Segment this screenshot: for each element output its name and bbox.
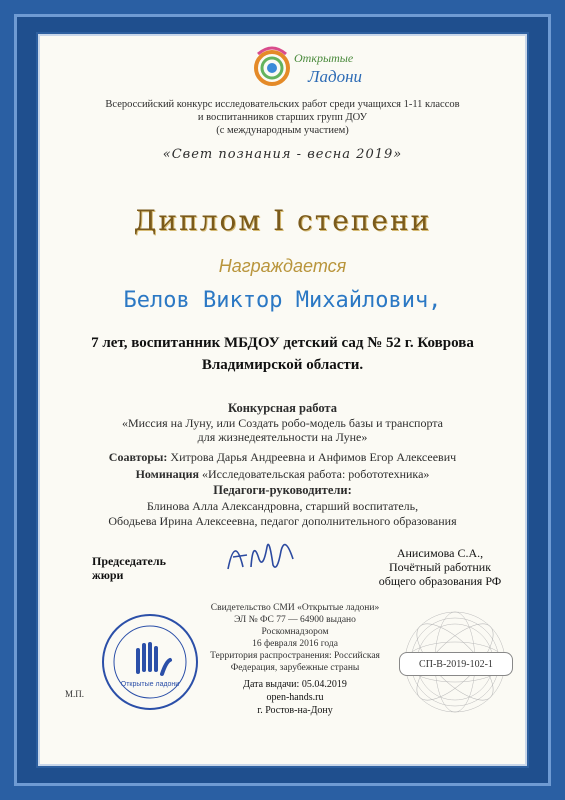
contest-line3: (с международным участием) xyxy=(216,125,349,136)
stamp-seal xyxy=(100,612,200,712)
seal-text: Открытые ладони xyxy=(120,681,180,688)
signer-title1: Почётный работник xyxy=(388,560,492,574)
signer-title2: общего образования РФ xyxy=(378,574,502,588)
nomination-label: Номинация xyxy=(135,467,200,481)
issue-city: г. Ростов-на-Дону xyxy=(257,705,333,716)
signature xyxy=(223,529,303,579)
reg-line4: Территория распространения: Российская xyxy=(210,651,380,661)
work-line2: для жизнедеятельности на Луне» xyxy=(197,430,368,444)
certificate-code: СП-В-2019-102-1 xyxy=(399,652,513,676)
diploma-title: Диплом I степени xyxy=(133,204,432,237)
jury-chair-label xyxy=(92,554,166,582)
signer-block xyxy=(370,546,510,588)
teachers-title: Педагоги-руководители: xyxy=(213,483,352,497)
logo-swirl-icon xyxy=(256,48,288,84)
contest-line2: и воспитанников старших групп ДОУ xyxy=(197,112,368,123)
certificate-sheet xyxy=(40,36,525,764)
coauthors xyxy=(40,450,525,465)
work-title: Конкурсная работа xyxy=(228,401,337,415)
issue-meta xyxy=(205,678,385,717)
site-link[interactable]: open-hands.ru xyxy=(266,692,324,703)
work-line1: «Миссия на Луну, или Создать робо-модель базы и транспорта xyxy=(121,416,444,430)
chair-line2: жюри xyxy=(92,568,124,582)
logo-line2: Ладони xyxy=(308,67,363,86)
coauthors-value: Хитрова Дарья Андреевна и Анфимов Егор Алексеевич xyxy=(170,450,457,464)
details-line2: Владимирской области. xyxy=(201,357,364,373)
open-hands-logo xyxy=(250,42,390,94)
teacher-1: Блинова Алла Александровна, старший воспитатель, xyxy=(146,499,419,513)
contest-line1: Всероссийский конкурс исследовательских работ среди учащихся 1-11 классов xyxy=(105,99,460,110)
reg-line2: ЭЛ № ФС 77 — 64900 выдано Роскомнадзором xyxy=(234,615,356,637)
nomination-value: «Исследовательская работа: робототехника» xyxy=(202,467,430,481)
hand-icon xyxy=(138,644,170,674)
reg-line5: Федерация, зарубежные страны xyxy=(230,663,360,673)
work-name xyxy=(40,416,525,444)
coauthors-label: Соавторы: xyxy=(108,450,168,464)
reg-line3: 16 февраля 2016 года xyxy=(252,639,338,649)
media-registration xyxy=(205,602,385,674)
contest-description xyxy=(40,98,525,137)
teacher-2: Ободьева Ирина Алексеевна, педагог дополнительного образования xyxy=(108,514,457,528)
reg-line1: Свидетельство СМИ «Открытые ладони» xyxy=(210,603,380,613)
recipient-name: Белов Виктор Михайлович, xyxy=(123,288,442,313)
teachers-list xyxy=(40,499,525,529)
recipient-details xyxy=(40,332,525,376)
nomination xyxy=(40,467,525,482)
contest-name: «Свет познания - весна 2019» xyxy=(162,147,403,162)
chair-line1: Председатель xyxy=(92,554,166,568)
signer-name: Анисимова С.А., xyxy=(396,546,484,560)
issue-date: Дата выдачи: 05.04.2019 xyxy=(243,679,347,690)
logo-line1: Открытые xyxy=(294,51,354,65)
mp-label: М.П. xyxy=(65,689,85,699)
awarded-label: Награждается xyxy=(218,256,347,276)
details-line1: 7 лет, воспитанник МБДОУ детский сад № 52 г. Коврова xyxy=(91,335,474,351)
